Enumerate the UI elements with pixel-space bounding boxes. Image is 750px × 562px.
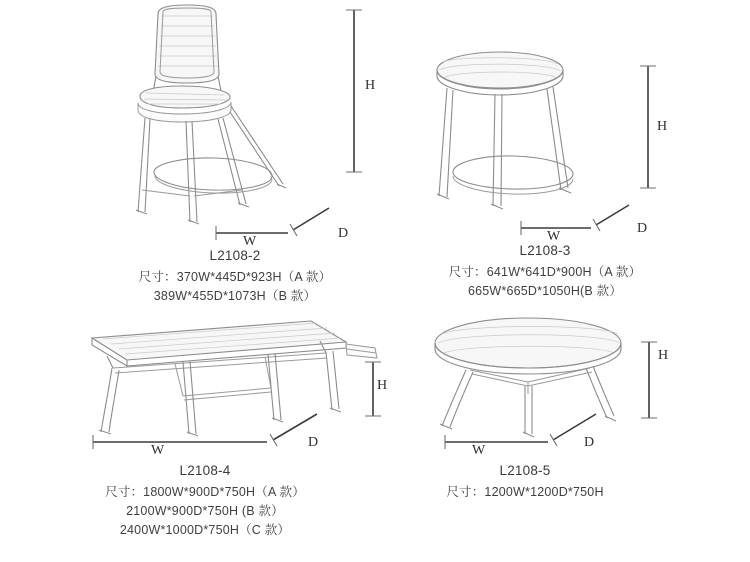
item-3-spec-2: 2100W*900D*750H (B 款） — [126, 504, 284, 518]
item-2-d-label: D — [637, 221, 648, 236]
item-1-d-label: D — [338, 226, 349, 241]
item-2-w-label: W — [547, 229, 561, 244]
round-dining-table-drawing — [400, 308, 700, 458]
item-1-caption — [90, 248, 380, 306]
rect-dining-table-drawing — [55, 308, 400, 458]
item-2-spec-2: 665W*665D*1050H(B 款） — [467, 284, 623, 298]
item-4-h-label: H — [658, 348, 669, 363]
item-2-h-label: H — [657, 119, 668, 134]
item-2-caption — [395, 243, 695, 301]
item-3-spec-3: 2400W*1000D*750H（C 款） — [119, 523, 291, 537]
item-2-block — [395, 0, 695, 310]
item-3-h-label: H — [377, 378, 388, 393]
item-2-code: L2108-3 — [519, 243, 571, 258]
item-4-spec-1: 尺寸：1200W*1200D*750H — [446, 485, 604, 499]
item-4-code: L2108-5 — [499, 463, 551, 478]
round-bar-table-drawing — [395, 0, 695, 250]
item-1-w-label: W — [243, 234, 257, 249]
item-1-h-label: H — [365, 78, 376, 93]
item-1-spec-2: 389W*455D*1073H（B 款） — [153, 289, 317, 303]
bar-stool-drawing — [90, 0, 380, 250]
item-3-w-label: W — [151, 443, 165, 458]
item-1-code: L2108-2 — [209, 248, 261, 263]
item-3-code: L2108-4 — [179, 463, 231, 478]
item-3-caption — [55, 463, 355, 540]
item-4-block — [400, 308, 700, 558]
item-4-d-label: D — [584, 435, 595, 450]
item-3-spec-1: 尺寸：1800W*900D*750H（A 款） — [105, 485, 305, 499]
item-3-d-label: D — [308, 435, 319, 450]
item-3-block — [55, 308, 400, 558]
item-4-w-label: W — [472, 443, 486, 458]
item-2-spec-1: 尺寸：641W*641D*900H（A 款） — [448, 265, 642, 279]
item-4-caption — [400, 463, 650, 502]
item-1-block — [90, 0, 380, 310]
item-1-spec-1: 尺寸：370W*445D*923H（A 款） — [138, 270, 332, 284]
